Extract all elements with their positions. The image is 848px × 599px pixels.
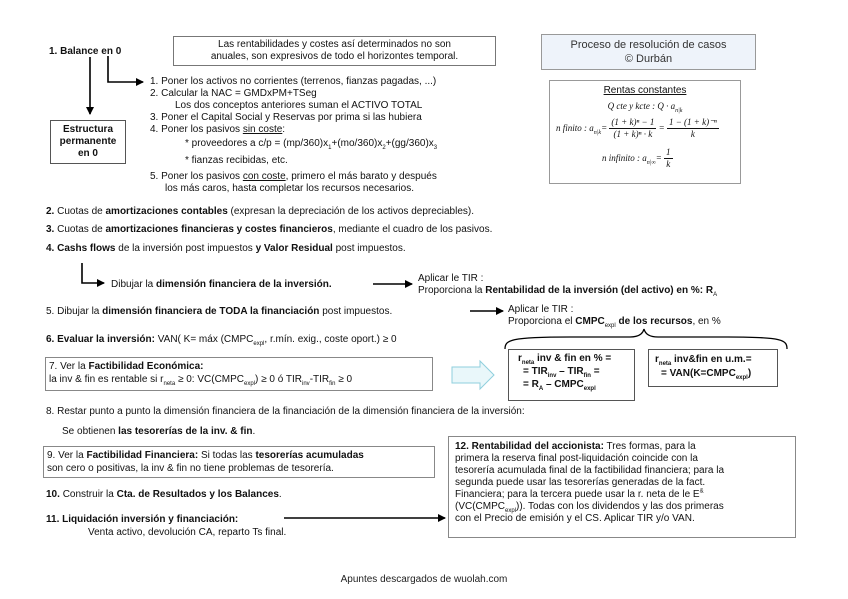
s4-dim-inversion: Dibujar la dimensión financiera de la inversión.	[111, 279, 332, 290]
s12-line6: $(VC(CMPC_{expl}))$. Todas con los dividendos y las dos primeras	[455, 501, 724, 514]
s1-item-5-line2: los más caros, hasta completar los recursos necesarios.	[165, 183, 414, 194]
s12-line5: Financiera; para la tercera puede usar la r. neta de le E&	[455, 488, 704, 500]
formula-pct-l1: $r_{neta}$ inv & fin en % =	[518, 353, 612, 366]
s11-line2: Venta activo, devolución CA, reparto Ts final.	[88, 527, 287, 538]
rentas-infinito: n infinito : $a_{n|\infty}=$ $\frac{1}{k}$	[602, 147, 671, 170]
s12-line4: segunda puede usar las tesorerías generadas de la fact.	[455, 477, 706, 488]
formula-um-l2: = $VAN(K=CMPC_{expl})$	[661, 368, 752, 381]
footer-text: Apuntes descargados de wuolah.com	[340, 574, 508, 585]
formula-pct-l2: = $TIR_{inv} - TIR_{fin}$ =	[523, 366, 600, 379]
header-subtitle: © Durbán	[624, 53, 673, 65]
s5-tir-line1: Aplicar le TIR :	[508, 304, 574, 315]
s9-box	[43, 446, 435, 478]
structure-line2: permanente	[59, 136, 117, 147]
structure-box	[50, 120, 126, 164]
s7-line2: la inv & fin es rentable si $r_{neta} \ge 0$: $VC(CMPC_{expl}) \ge 0$ ó $TIR_{inv}-TIR_{fin} \ge 0$	[49, 374, 353, 387]
s1-item-1: 1. Poner los activos no corrientes (terrenos, fianzas pagadas, ...)	[150, 76, 437, 87]
brace	[505, 329, 787, 349]
s2-line: 2. Cuotas de amortizaciones contables (expresan la depreciación de los activos depreciables).	[46, 206, 475, 217]
s4-tir-line1: Aplicar le TIR :	[418, 273, 484, 284]
rentas-line1: Q cte y kcte : $Q \cdot a_{n|k}$	[607, 101, 683, 114]
s4-line: 4. Cashs flows de la inversión post impuestos y Valor Residual post impuestos.	[46, 243, 406, 254]
s1-title: 1. Balance en 0	[49, 46, 122, 57]
top-note-line1: Las rentabilidades y costes así determinados no son	[218, 39, 451, 50]
rentas-finito: n finito : $a_{n|k}=$ $\frac{\text{(1 + k)ⁿ − 1}}{\text{(1 + k)ⁿ · k}}$ = $\frac{\text{1 − (1 + k)⁻ⁿ}}{k}$	[556, 117, 717, 140]
s6-line: 6. Evaluar la inversión: VAN( K= máx ($CMPC_{expl}$, r.mín. exig., coste oport.) ≥ 0	[46, 334, 397, 347]
s1-item-2: 2. Calcular la NAC = GMDxPM+TSeg	[150, 88, 317, 99]
s4-tir-line2: Proporciona la Rentabilidad de la inversión (del activo) en %: $R_A$	[418, 285, 718, 298]
structure-line3: en 0	[77, 148, 98, 159]
s1-item-4a: * proveedores a $c/p = (mp/360)x_1+(mo/360)x_2+(gg/360)x_3$	[185, 138, 438, 151]
top-note-box	[173, 36, 496, 66]
s12-line3: tesorería acumulada final de la factibilidad financiera; para la	[455, 465, 725, 476]
s1-item-3: 3. Poner el Capital Social y Reservas por prima si las hubiera	[150, 112, 422, 123]
arrow-to-dim-inversion	[82, 263, 104, 283]
s1-item-4b: * fianzas recibidas, etc.	[185, 155, 288, 166]
s1-item-4: 4. Poner los pasivos sin coste:	[150, 124, 286, 135]
s5-tir-line2: Proporciona el $CMPC_{expl}$ de los recursos, en %	[508, 316, 721, 329]
s10-line: 10. Construir la Cta. de Resultados y los Balances.	[46, 489, 282, 500]
s7-box	[45, 357, 433, 391]
s12-line1: 12. Rentabilidad del accionista: Tres formas, para la	[455, 441, 696, 452]
s9-line1: 9. Ver la Factibilidad Financiera: Si todas las tesorerías acumuladas	[47, 450, 364, 461]
s1-item-5: 5. Poner los pasivos con coste, primero el más barato y después	[150, 171, 437, 182]
header-title-box	[541, 34, 756, 70]
arrow-to-steps	[108, 56, 143, 82]
hollow-arrow-to-formula	[452, 361, 494, 389]
s1-item-2-note: Los dos conceptos anteriores suman el ACTIVO TOTAL	[175, 100, 423, 111]
s3-line: 3. Cuotas de amortizaciones financieras y costes financieros, mediante el cuadro de los pasivos.	[46, 224, 493, 235]
header-title: Proceso de resolución de casos	[570, 39, 727, 51]
s8-line1: 8. Restar punto a punto la dimensión financiera de la financiación de la dimensión financiera de la inversión:	[46, 406, 525, 417]
formula-um-box	[648, 349, 778, 387]
formula-pct-l3: = $R_A$ – $CMPC_{expl}$	[523, 379, 596, 392]
s5-line: 5. Dibujar la dimensión financiera de TODA la financiación post impuestos.	[46, 306, 393, 317]
s12-line2: primera la reserva final post-liquidación coincide con la	[455, 453, 698, 464]
s7-line1: 7. Ver la Factibilidad Económica:	[49, 361, 204, 372]
formula-um-l1: $r_{neta}$ inv&fin en u.m.=	[655, 354, 752, 367]
formula-pct-box	[508, 349, 635, 401]
s9-line2: son cero o positivas, la inv & fin no tiene problemas de tesorería.	[47, 463, 334, 474]
top-note-line2: anuales, son expresivos de todo el horizontes temporal.	[210, 51, 459, 62]
s12-line7: con el Precio de emisión y el CS. Aplicar TIR y/o VAN.	[455, 513, 695, 524]
s8-line2: Se obtienen las tesorerías de la inv. & fin.	[62, 426, 256, 437]
rentas-box	[549, 80, 741, 184]
rentas-title: Rentas constantes	[603, 85, 687, 96]
structure-line1: Estructura	[62, 124, 113, 135]
s11-title: 11. Liquidación inversión y financiación:	[46, 514, 239, 525]
s12-box	[448, 436, 796, 538]
